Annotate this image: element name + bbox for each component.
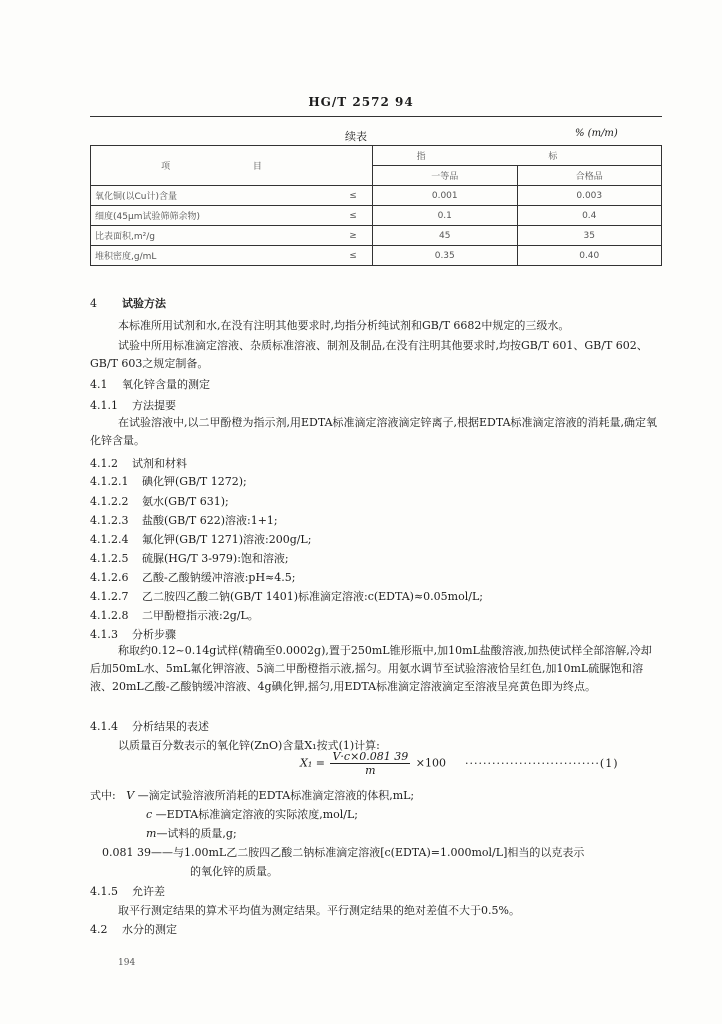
section-heading: 4.2 水分的测定: [90, 923, 177, 936]
row-item: 细度(45μm试验筛筛余物): [91, 206, 335, 226]
page-header: HG/T 2572 94: [308, 95, 414, 109]
table-header-item: 项 目: [91, 146, 373, 186]
row-operator: ≤: [334, 206, 373, 226]
table-row: [91, 226, 662, 246]
row-operator: ≥: [334, 226, 373, 246]
row-value-qualified: 0.40: [517, 246, 662, 266]
row-item: 堆积密度,g/mL: [91, 246, 335, 266]
row-value-qualified: 35: [517, 226, 662, 246]
section-heading: 4.1.1 方法提要: [90, 399, 176, 412]
section-heading: 4.1.2 试剂和材料: [90, 457, 187, 470]
spec-table: [90, 145, 662, 266]
table-header-grade1: 一等品: [373, 166, 518, 186]
formula: X₁ = $\frac{V\cdot c\times 0.081 39}{m}$ ×100: [300, 750, 446, 777]
row-value-first: 0.35: [373, 246, 518, 266]
paragraph: 试验中所用标准滴定溶液、杂质标准溶液、制剂及制品,在没有注明其他要求时,均按GB/T 601、GB/T 602、GB/T 603之规定制备。: [90, 339, 648, 370]
table-unit: % (m/m): [575, 128, 618, 139]
list-item: 4.1.2.1 碘化钾(GB/T 1272);: [90, 475, 247, 488]
variable-definition-cont: 的氧化锌的质量。: [190, 865, 278, 878]
list-item: 4.1.2.8 二甲酚橙指示液:2g/L。: [90, 609, 259, 622]
section-heading: 4.1.3 分析步骤: [90, 628, 176, 641]
row-value-first: 0.1: [373, 206, 518, 226]
row-value-qualified: 0.003: [517, 186, 662, 206]
header-rule: [90, 116, 662, 117]
table-header-index: 指 标: [373, 146, 662, 166]
table-row: [91, 186, 662, 206]
row-value-first: 0.001: [373, 186, 518, 206]
section-heading: 4.1 氧化锌含量的测定: [90, 378, 210, 391]
paragraph: 称取约0.12~0.14g试样(精确至0.0002g),置于250mL锥形瓶中,加10mL盐酸溶液,加热使试样全部溶解,冷却后加50mL水、5mL氟化钾溶液、5滴二甲酚橙指示液,摇匀。用氨水调节至试验溶液恰呈红色,加10mL硫脲饱和溶液、20mL乙酸-乙酸钠缓冲溶液、4g碘化钾,摇匀,用EDTA标准滴定溶液滴定至溶液呈亮黄色即为终点。: [90, 644, 652, 693]
page-number: 194: [118, 958, 136, 968]
variable-definition: 0.081 39——与1.00mL乙二胺四乙酸二钠标准滴定溶液[c(EDTA)=1.000mol/L]相当的以克表示: [102, 846, 585, 859]
table-row: [91, 206, 662, 226]
table-header-grade2: 合格品: [517, 166, 662, 186]
section-heading: 4.1.4 分析结果的表述: [90, 720, 209, 733]
table-caption: 续表: [345, 130, 367, 143]
list-item: 4.1.2.2 氨水(GB/T 631);: [90, 495, 229, 508]
row-value-qualified: 0.4: [517, 206, 662, 226]
list-item: 4.1.2.5 硫脲(HG/T 3-979):饱和溶液;: [90, 552, 289, 565]
section-heading: 4.1.5 允许差: [90, 885, 165, 898]
row-value-first: 45: [373, 226, 518, 246]
table-row: [91, 246, 662, 266]
row-operator: ≤: [334, 186, 373, 206]
row-item: 比表面积,m²/g: [91, 226, 335, 246]
row-item: 氧化铜(以Cu计)含量: [91, 186, 335, 206]
formula-leader: ······························(1): [465, 757, 619, 770]
formula-intro: 以质量百分数表示的氧化锌(ZnO)含量X₁按式(1)计算:: [118, 739, 380, 752]
variable-definition: m—试料的质量,g;: [146, 827, 237, 840]
list-item: 4.1.2.4 氟化钾(GB/T 1271)溶液:200g/L;: [90, 533, 312, 546]
list-item: 4.1.2.7 乙二胺四乙酸二钠(GB/T 1401)标准滴定溶液:c(EDTA)≈0.05mol/L;: [90, 590, 483, 603]
row-operator: ≤: [334, 246, 373, 266]
section-heading: 4 试验方法: [90, 297, 166, 310]
variable-definition: 式中: V —滴定试验溶液所消耗的EDTA标准滴定溶液的体积,mL;: [90, 789, 415, 802]
list-item: 4.1.2.3 盐酸(GB/T 622)溶液:1+1;: [90, 514, 278, 527]
paragraph: 本标准所用试剂和水,在没有注明其他要求时,均指分析纯试剂和GB/T 6682中规定的三级水。: [118, 319, 570, 332]
variable-definition: c —EDTA标准滴定溶液的实际浓度,mol/L;: [146, 808, 358, 821]
paragraph: 取平行测定结果的算术平均值为测定结果。平行测定结果的绝对差值不大于0.5%。: [118, 904, 520, 917]
paragraph: 在试验溶液中,以二甲酚橙为指示剂,用EDTA标准滴定溶液滴定锌离子,根据EDTA标准滴定溶液的消耗量,确定氧化锌含量。: [90, 416, 658, 447]
list-item: 4.1.2.6 乙酸-乙酸钠缓冲溶液:pH≈4.5;: [90, 571, 296, 584]
